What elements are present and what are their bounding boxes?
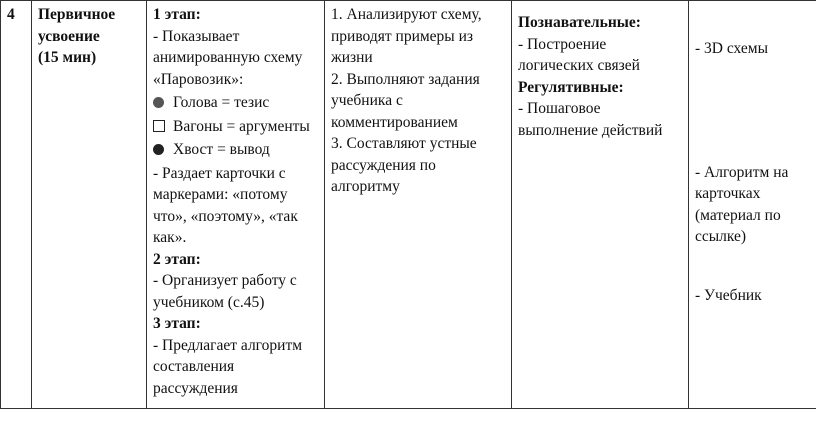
students-text-line: учебника с (331, 92, 403, 109)
teacher-text-line: - Организует работу с (153, 272, 297, 289)
teacher-text-line: что», «поэтому», «так (153, 207, 298, 225)
uud-cell (512, 1, 689, 409)
step2-heading: 2 этап: (153, 250, 201, 268)
teacher-text-line: рассуждения (153, 379, 238, 397)
table-row (1, 1, 816, 409)
row-number-cell (1, 1, 32, 409)
students-text-line: рассуждения по (331, 156, 436, 174)
regulatory-heading: Регулятивные: (518, 78, 624, 96)
teacher-text-line: как». (153, 229, 187, 246)
teacher-text-line: - Показывает (153, 27, 240, 45)
bullet-text: Вагоны = аргументы (173, 117, 310, 135)
students-text-line: приводят примеры из (331, 27, 474, 45)
stage-title-line1: Первичное (38, 6, 116, 23)
resource-algorithm-line: карточках (695, 185, 761, 202)
students-text-line: жизни (331, 49, 373, 66)
teacher-text-line: - Предлагает алгоритм (153, 336, 303, 354)
resource-algorithm-line: - Алгоритм на (695, 163, 789, 181)
uud-text-line: - Пошаговое (518, 100, 601, 117)
students-text-line: алгоритму (331, 178, 400, 195)
students-activity-cell (325, 1, 512, 409)
bullet-dot-icon (153, 144, 164, 155)
cognitive-heading: Познавательные: (518, 14, 641, 31)
bullet-item-tail (153, 139, 318, 161)
students-text-line: комментированием (331, 113, 458, 131)
bullet-text: Голова = тезис (173, 94, 270, 111)
bullet-text: Хвост = вывод (173, 141, 270, 158)
bullet-item-wagons (153, 116, 318, 138)
bullet-square-icon (153, 120, 165, 132)
resource-3d-schemes: - 3D схемы (695, 40, 768, 57)
resource-algorithm-line: ссылке) (695, 228, 747, 245)
teacher-text-line: маркерами: «потому (153, 186, 288, 203)
students-text-line: 1. Анализируют схему, (331, 6, 482, 23)
stage-cell (32, 1, 147, 409)
students-text-line: 3. Составляют устные (331, 135, 477, 152)
students-text-line: 2. Выполняют задания (331, 70, 480, 88)
teacher-activity-cell (147, 1, 325, 409)
resource-algorithm-line: (материал по (695, 206, 781, 224)
step1-heading: 1 этап: (153, 6, 201, 23)
teacher-text-line: анимированную схему (153, 49, 303, 66)
resources-cell (689, 1, 816, 409)
bullet-dot-icon (153, 97, 164, 108)
row-number: 4 (7, 6, 15, 23)
step3-heading: 3 этап: (153, 315, 201, 332)
resource-textbook: - Учебник (695, 286, 762, 304)
teacher-text-line: «Паровозик»: (153, 70, 244, 88)
bullet-item-head (153, 92, 318, 114)
stage-title-line2: усвоение (38, 27, 100, 45)
uud-text-line: - Построение (518, 35, 607, 53)
uud-text-line: логических связей (518, 57, 640, 74)
teacher-text-line: - Раздает карточки с (153, 164, 286, 182)
teacher-text-line: составления (153, 358, 235, 375)
uud-text-line: выполнение действий (518, 121, 663, 139)
stage-duration: (15 мин) (38, 49, 97, 66)
teacher-text-line: учебником (с.45) (153, 293, 265, 311)
